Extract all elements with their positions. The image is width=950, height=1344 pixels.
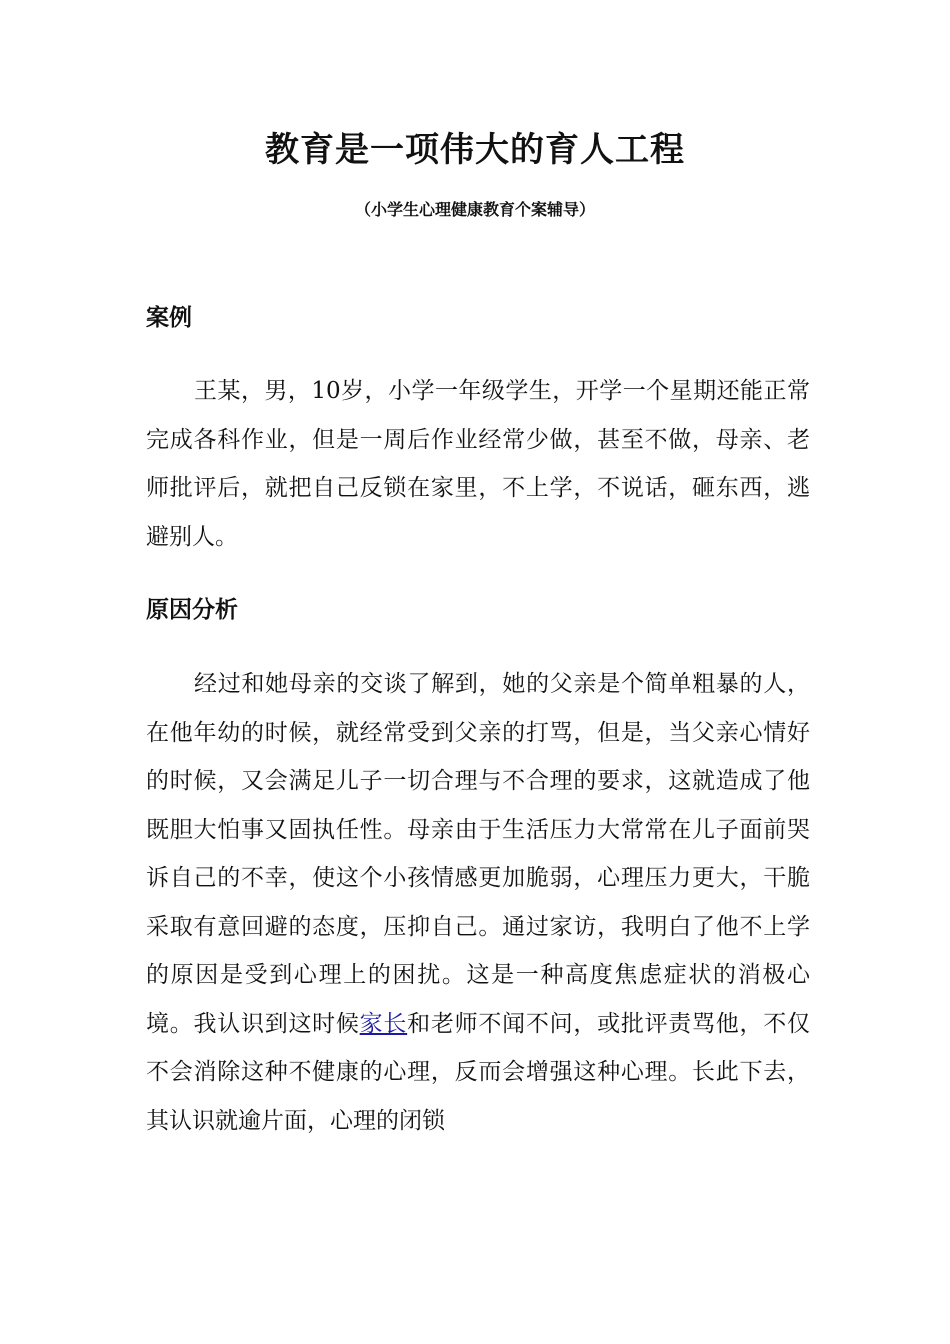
cause-analysis-text-part-1: 经过和她母亲的交谈了解到，她的父亲是个简单粗暴的人，在他年幼的时候，就经常受到父亲的打骂，但是，当父亲心情好的时候，又会满足儿子一切合理与不合理的要求，这就造成了他既胆大怕事又固执任性。母亲由于生活压力大常常在儿子面前哭诉自己的不幸，使这个小孩情感更加脆弱，心理压力更大，干脆采取有意回避的态度，压抑自己。通过家访，我明白了他不上学的原因是受到心理上的困扰。这是一种高度焦虑症状的消极心境。我认识到这时候 <box>146 671 810 1037</box>
cause-analysis-text-part-2: 和老师不闻不问，或批评责骂他，不仅不会消除这种不健康的心理，反而会增强这种心理。长此下去，其认识就逾片面，心理的闭锁 <box>146 1010 811 1134</box>
document-subtitle: （小学生心理健康教育个案辅导） <box>354 200 595 219</box>
section-heading-cause-analysis: 原因分析 <box>146 597 238 623</box>
section-heading-case: 案例 <box>146 305 192 331</box>
cause-analysis-paragraph <box>146 660 810 1145</box>
case-paragraph: 王某，男，10岁，小学一年级学生，开学一个星期还能正常完成各科作业，但是一周后作业经常少做，甚至不做，母亲、老师批评后，就把自己反锁在家里，不上学，不说话，砸东西，逃避别人。 <box>146 378 810 550</box>
document-title: 教育是一项伟大的育人工程 <box>265 130 685 170</box>
parent-link[interactable]: 家长 <box>359 1010 408 1037</box>
